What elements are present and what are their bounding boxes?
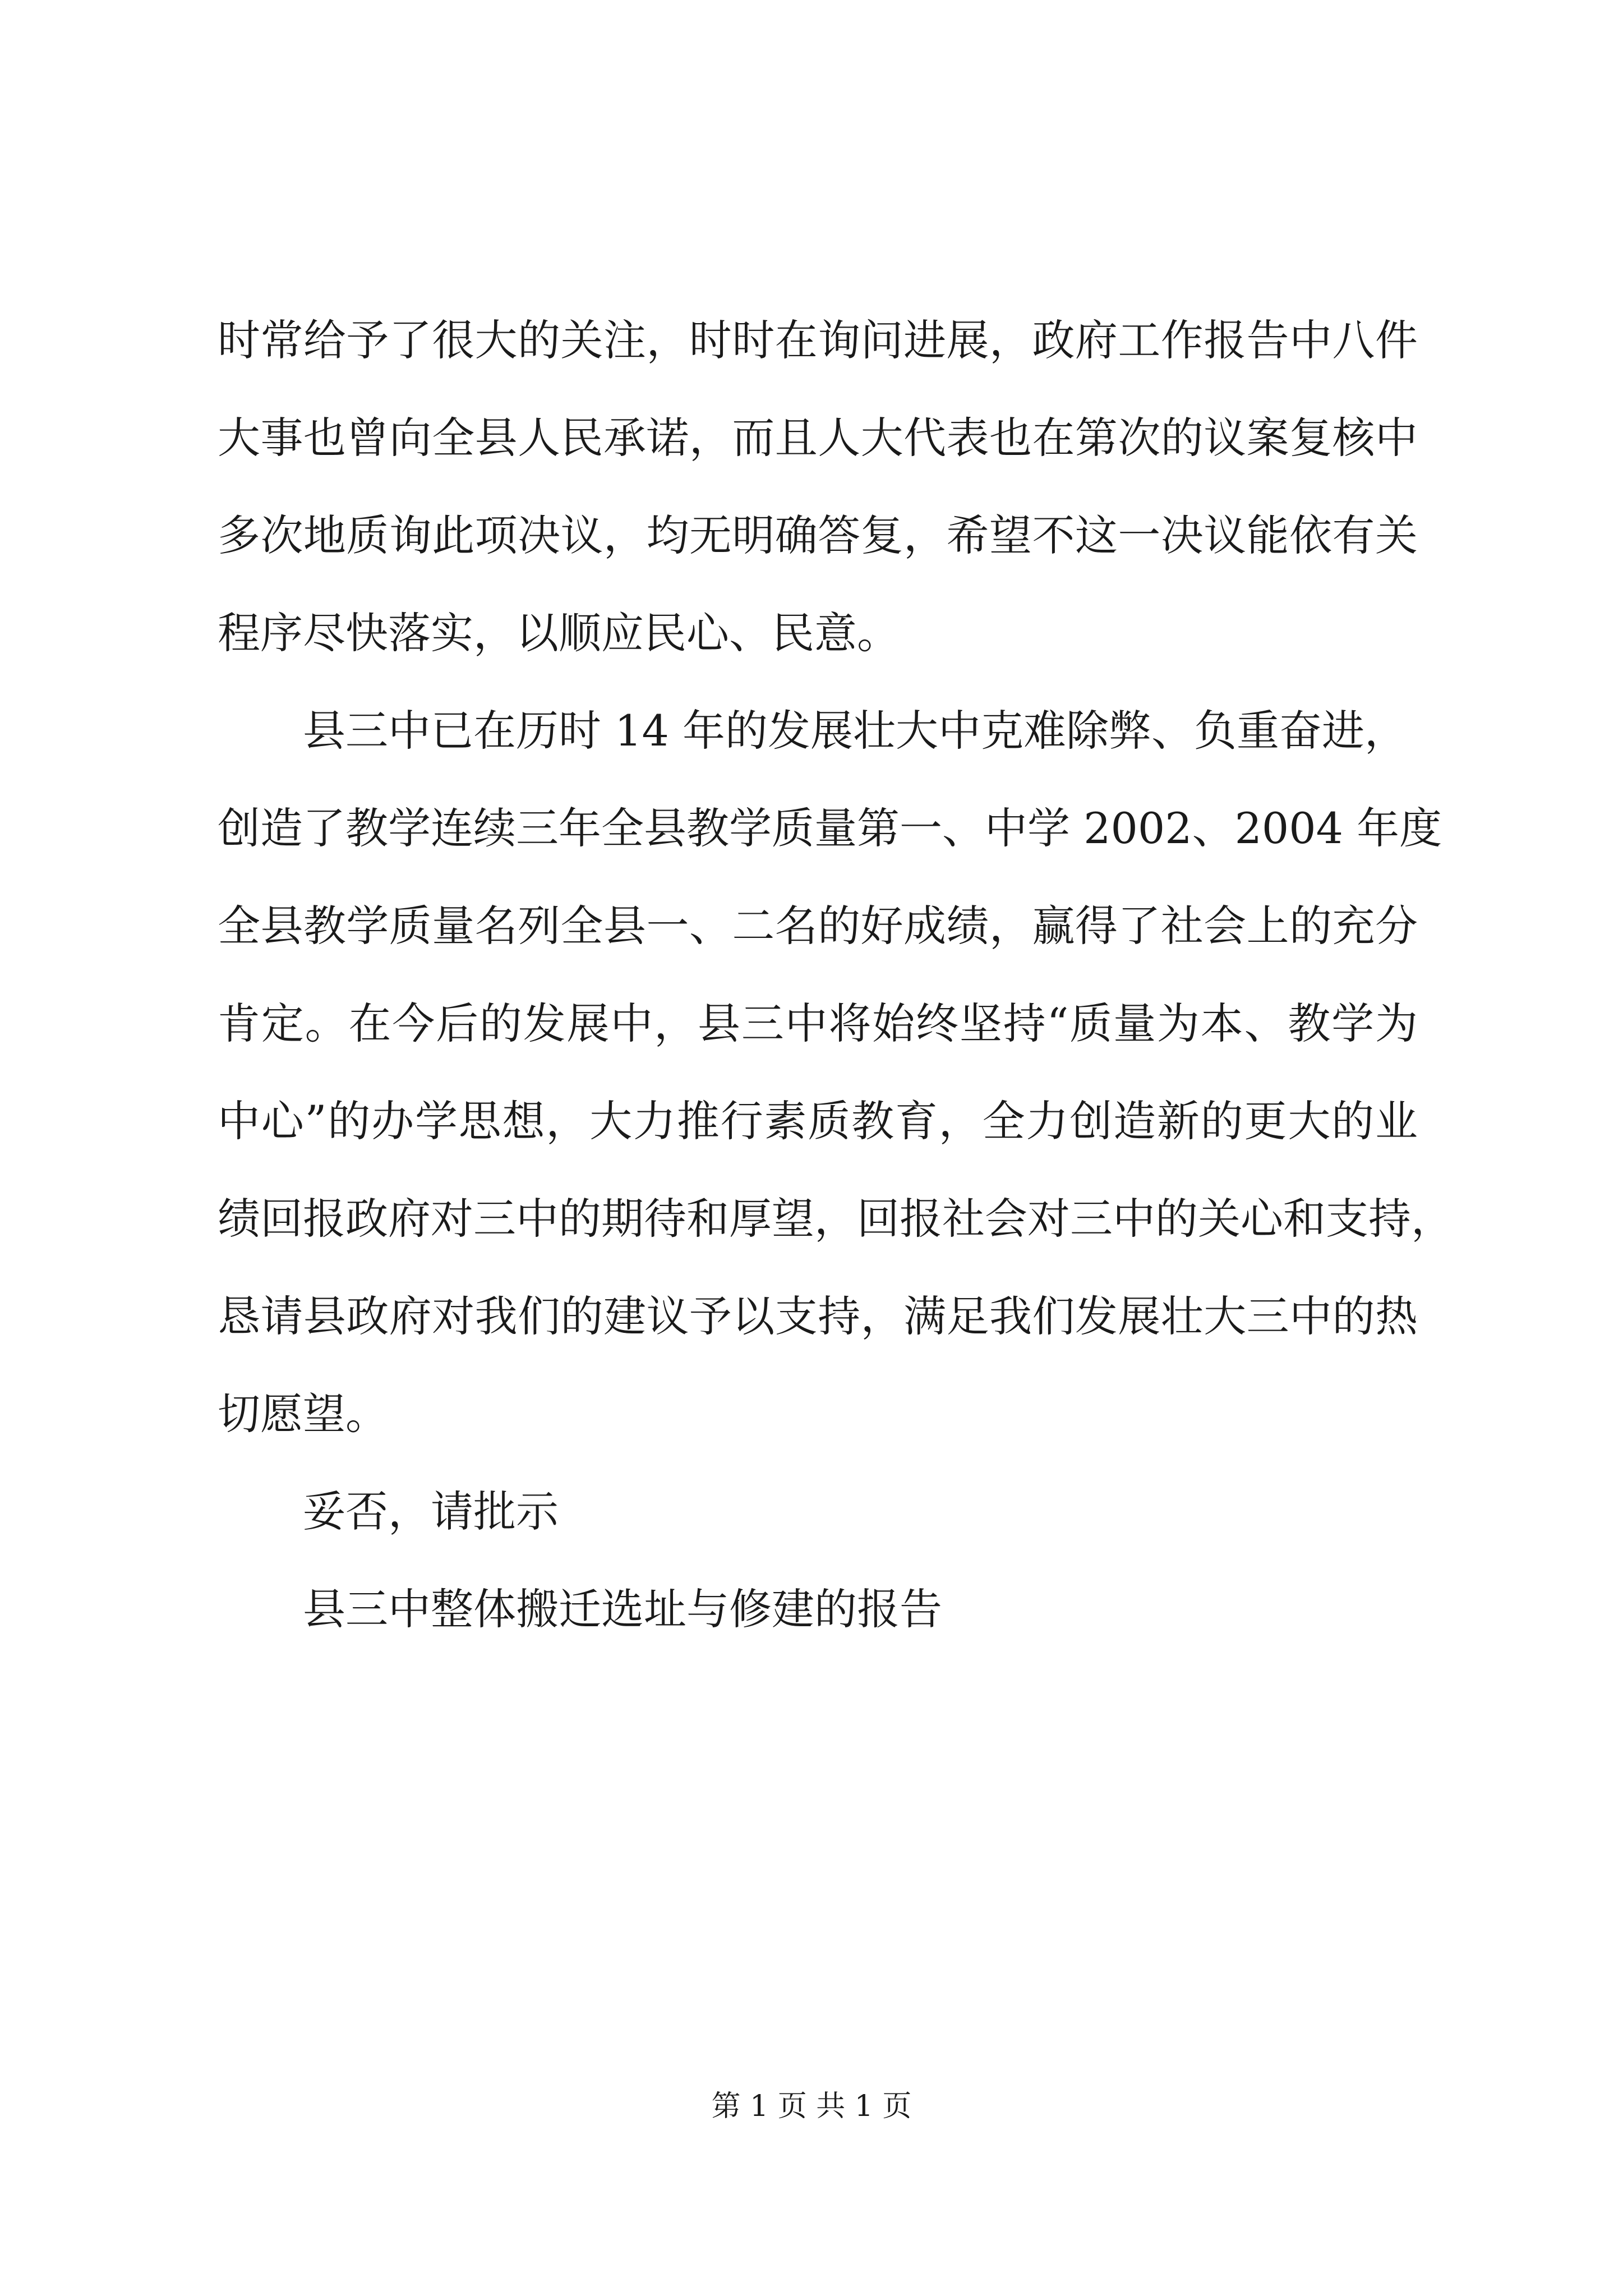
report-title: 县三中整体搬迁选址与修建的报告 — [303, 1584, 942, 1634]
text-line: 中心”的办学思想，大力推行素质教育，全力创造新的更大的业 — [218, 1096, 1418, 1146]
text-line: 县三中已在历时 14 年的发展壮大中克难除弊、负重奋进， — [303, 706, 1408, 756]
text-line: 时常给予了很大的关注，时时在询问进展，政府工作报告中八件 — [218, 315, 1418, 365]
paragraph-2 — [218, 682, 1454, 1463]
page-footer — [0, 2087, 1623, 2126]
closing-request: 妥否，请批示 — [303, 1487, 559, 1536]
document-body — [218, 292, 1454, 1658]
text-line: 创造了教学连续三年全县教学质量第一、中学 2002、2004 年度 — [218, 803, 1442, 853]
text-line: 肯定。在今后的发展中，县三中将始终坚持“质量为本、教学为 — [218, 999, 1418, 1048]
text-line: 多次地质询此项决议，均无明确答复，希望不这一决议能依有关 — [218, 510, 1418, 560]
text-line: 全县教学质量名列全县一、二名的好成绩，赢得了社会上的充分 — [218, 901, 1418, 951]
page-number: 第 1 页 共 1 页 — [711, 2090, 912, 2123]
text-line: 程序尽快落实，以顺应民心、民意。 — [218, 608, 900, 658]
text-line: 切愿望。 — [218, 1389, 388, 1439]
text-line: 大事也曾向全县人民承诺，而且人大代表也在第次的议案复核中 — [218, 413, 1418, 463]
paragraph-1 — [218, 292, 1418, 682]
text-line: 绩回报政府对三中的期待和厚望，回报社会对三中的关心和支持， — [218, 1194, 1454, 1244]
text-line: 恳请县政府对我们的建议予以支持，满足我们发展壮大三中的热 — [218, 1291, 1418, 1341]
